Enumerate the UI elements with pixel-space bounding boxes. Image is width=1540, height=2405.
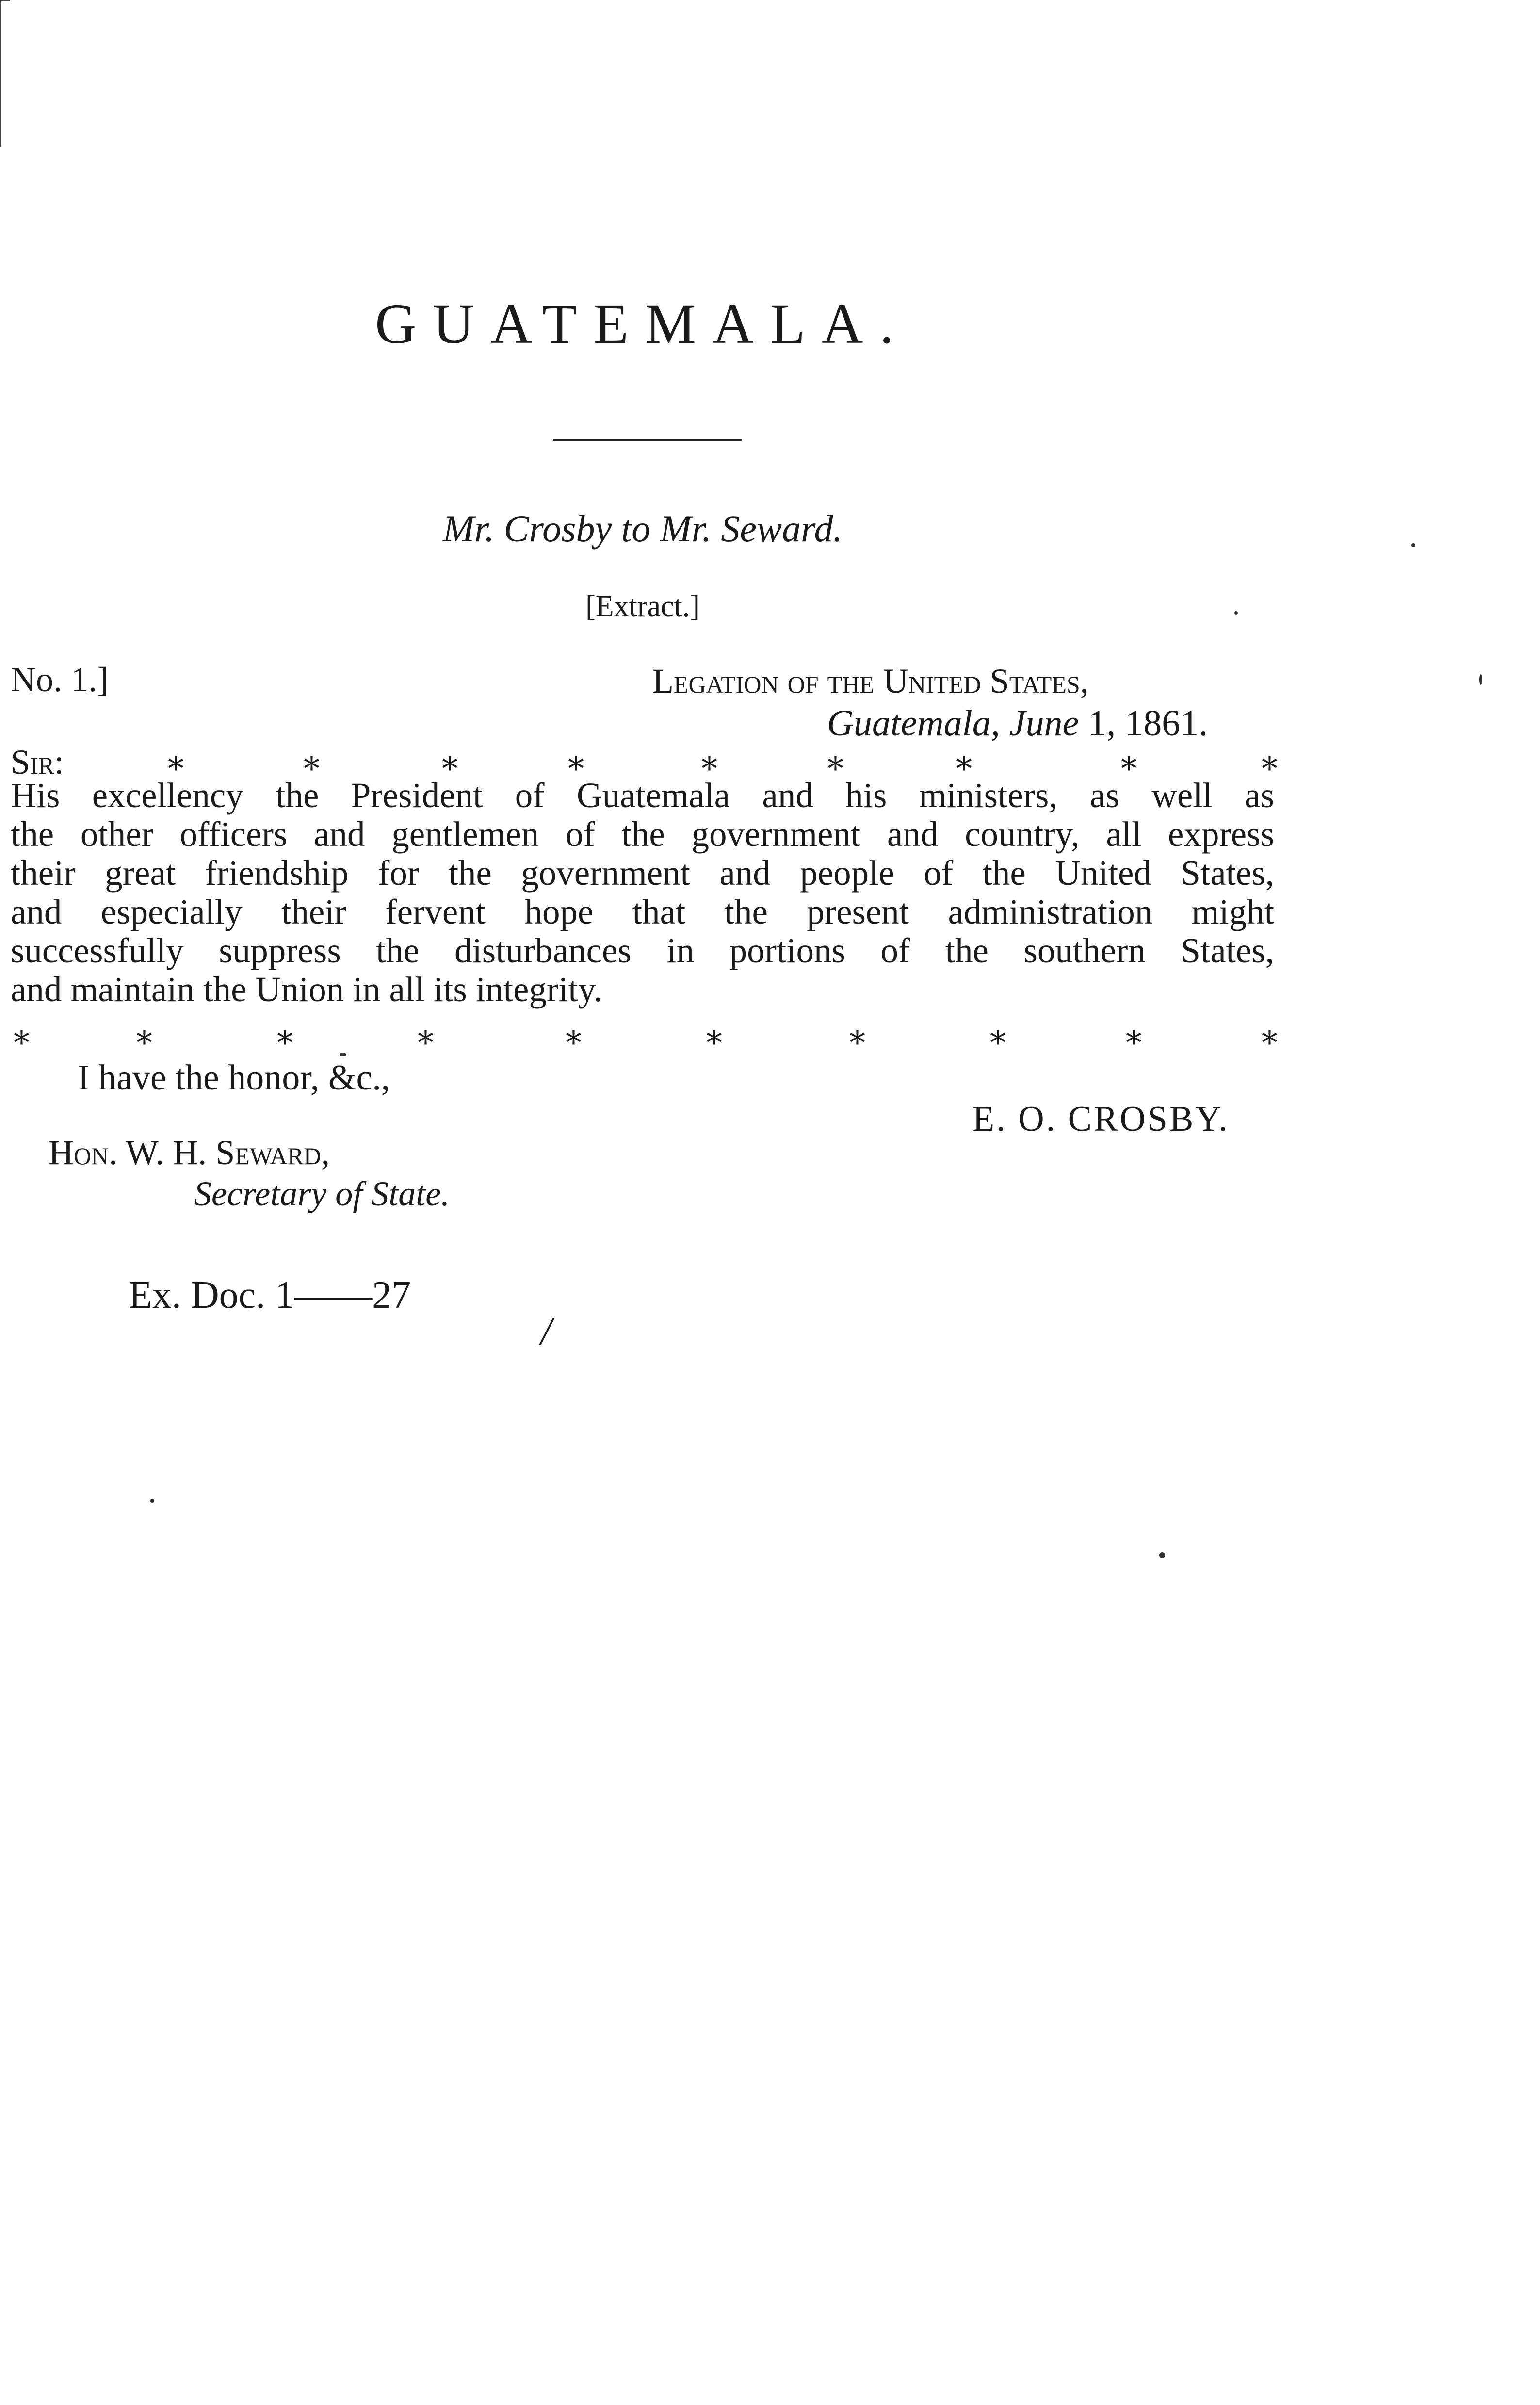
- ellipsis-star: ∗: [439, 745, 461, 780]
- document-title: GUATEMALA.: [375, 292, 910, 356]
- ellipsis-star: ∗: [1259, 1019, 1281, 1055]
- ellipsis-star: ∗: [1259, 745, 1281, 780]
- ellipsis-star: ∗: [565, 745, 587, 780]
- body-line: successfully suppress the disturbances in portions of the southern States,: [11, 931, 1274, 970]
- ellipsis-star: ∗: [11, 1019, 32, 1055]
- ellipsis-star: ∗: [165, 745, 187, 780]
- date-text: 1, 1861.: [1088, 703, 1208, 744]
- scan-speck: [1159, 1552, 1165, 1558]
- letter-heading: Mr. Crosby to Mr. Seward.: [442, 507, 843, 550]
- salutation: Sir:: [11, 743, 65, 781]
- page-mark: /: [541, 1310, 552, 1353]
- body-line: and especially their fervent hope that the present administration might: [11, 892, 1274, 931]
- body-line: their great friendship for the government and people of the United States,: [11, 853, 1274, 893]
- margin-mark: [0, 0, 10, 147]
- title-rule: [553, 439, 742, 441]
- ellipsis-star: ∗: [846, 1019, 868, 1055]
- body-line: and maintain the Union in all its integrity.: [11, 970, 602, 1009]
- ellipsis-star: ∗: [133, 1019, 155, 1055]
- signature: E. O. CROSBY.: [973, 1099, 1230, 1139]
- ellipsis-star: ∗: [301, 745, 323, 780]
- ellipsis-star: ∗: [953, 745, 975, 780]
- scan-speck: [150, 1499, 154, 1503]
- letter-number: No. 1.]: [11, 660, 109, 699]
- ellipsis-star: ∗: [987, 1019, 1009, 1055]
- scan-speck: [340, 1053, 346, 1056]
- body-line: the other officers and gentlemen of the government and country, all express: [11, 814, 1274, 854]
- scan-speck: [1411, 543, 1415, 547]
- legation-line: Legation of the United States,: [652, 662, 1089, 700]
- ellipsis-star: ∗: [698, 745, 720, 780]
- place-date-line: [827, 702, 1208, 745]
- extract-note: [Extract.]: [585, 590, 700, 623]
- closing-line: I have the honor, &c.,: [78, 1058, 390, 1098]
- ellipsis-star: ∗: [274, 1019, 296, 1055]
- addressee-name: Hon. W. H. Seward,: [49, 1133, 330, 1172]
- body-line: His excellency the President of Guatemala and his ministers, as well as: [11, 776, 1274, 815]
- ellipsis-star: ∗: [1123, 1019, 1145, 1055]
- ellipsis-star: ∗: [825, 745, 846, 780]
- scan-speck: [1234, 611, 1238, 615]
- ellipsis-star: ∗: [703, 1019, 725, 1055]
- document-footer: Ex. Doc. 1——27: [129, 1274, 411, 1316]
- scan-speck: [1479, 674, 1482, 685]
- addressee-title: Secretary of State.: [194, 1174, 450, 1213]
- ellipsis-star: ∗: [563, 1019, 584, 1055]
- ellipsis-star: ∗: [415, 1019, 437, 1055]
- ellipsis-star: ∗: [1118, 745, 1140, 780]
- place-text: Guatemala, June: [827, 703, 1079, 744]
